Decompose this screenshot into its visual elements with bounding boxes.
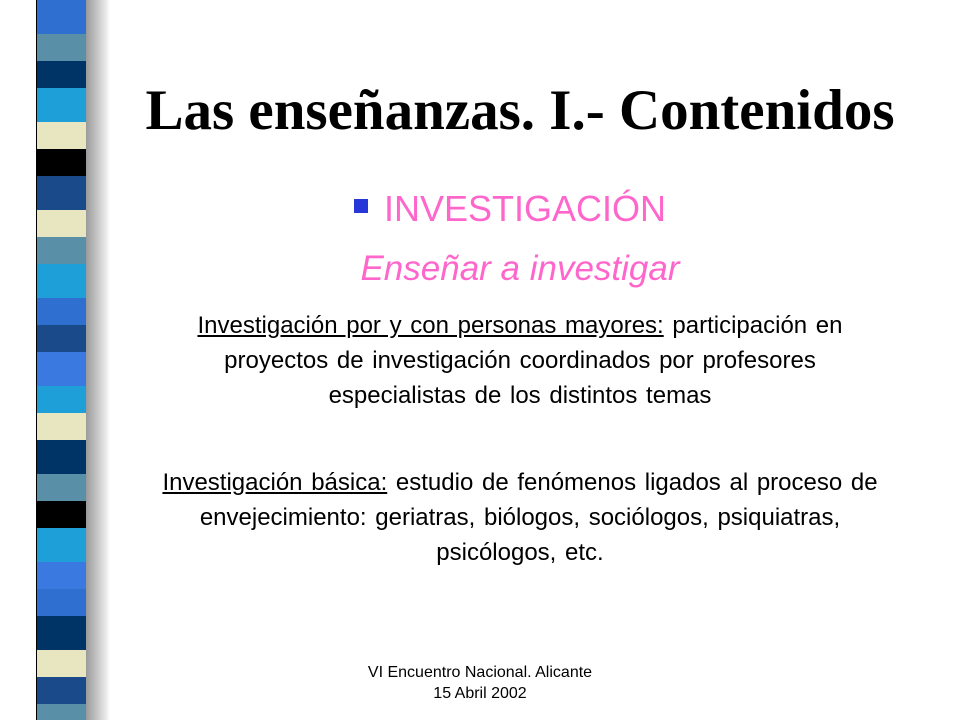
stripe-segment (37, 413, 87, 440)
stripe-segment (37, 352, 87, 386)
paragraph-text: estudio de fenómenos ligados al proceso de envejecimiento: geriatras, biólogos, sociólogos, psiquiatras, psicólogos, etc. (199, 469, 878, 566)
paragraph-text: participación en proyectos de investigación coordinados por profesores especialistas de los distintos temas (224, 312, 843, 409)
stripe-segment (37, 501, 87, 528)
stripe-segment (37, 149, 87, 176)
stripe-segment (37, 237, 87, 264)
bullet-label: INVESTIGACIÓN (383, 188, 667, 229)
stripe-segment (37, 704, 87, 720)
slide-footer (320, 662, 640, 704)
square-bullet-icon (354, 199, 368, 213)
paragraph-research-with-elderly (165, 308, 875, 413)
stripe-segment (37, 562, 87, 589)
stripe-segment (37, 298, 87, 325)
stripe-segment (37, 122, 87, 149)
stripe-segment (37, 264, 87, 298)
stripe-segment (37, 88, 87, 122)
stripe-segment (37, 325, 87, 352)
stripe-segment (37, 0, 87, 34)
stripe-segment (37, 616, 87, 650)
stripe-segment (37, 440, 87, 474)
stripe-segment (37, 474, 87, 501)
slide-subtitle: Enseñar a investigar (360, 249, 680, 288)
paragraph-heading: Investigación por y con personas mayores: (197, 312, 664, 339)
footer-event-name: VI Encuentro Nacional. Alicante (367, 664, 593, 681)
stripe-segment (37, 677, 87, 704)
stripe-segment (37, 34, 87, 61)
decorative-shadow-bar (86, 0, 110, 720)
bullet-item (0, 188, 960, 230)
stripe-segment (37, 386, 87, 413)
footer-date: 15 Abril 2002 (433, 685, 527, 702)
stripe-segment (37, 650, 87, 677)
stripe-segment (37, 61, 87, 88)
slide-title: Las enseñanzas. I.- Contenidos (145, 79, 895, 142)
stripe-segment (37, 589, 87, 616)
paragraph-basic-research (140, 465, 900, 570)
paragraph-heading: Investigación básica: (162, 469, 388, 496)
decorative-stripe-bar (36, 0, 87, 720)
stripe-segment (37, 528, 87, 562)
